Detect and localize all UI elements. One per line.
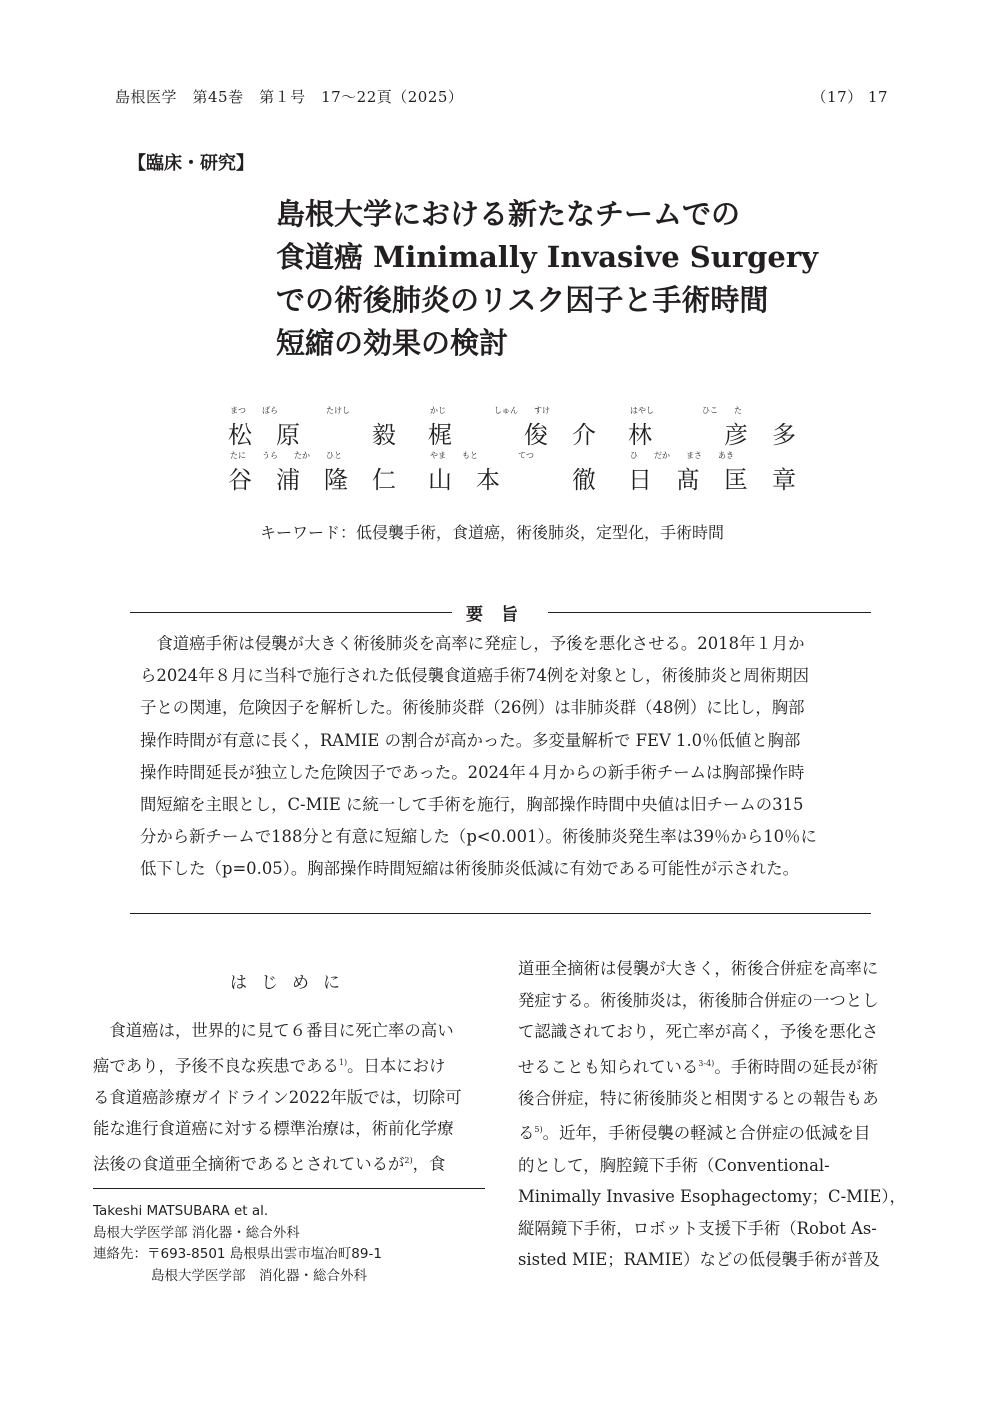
body-text: 。日本におけ [347,1056,446,1076]
author-reading: やま もと てつ [430,451,534,460]
body-line: sisted MIE；RAMIE）などの低侵襲手術が普及 [518,1250,880,1270]
body-line: 食道癌は，世界的に見て６番目に死亡率の高い [93,1021,454,1040]
author-hayashi [628,405,796,450]
footnote-contact: 連絡先：〒693-8501 島根県出雲市塩冶町89-1 [93,1246,382,1262]
body-text: る [518,1123,535,1143]
footnote [93,1201,382,1287]
abstract-line: ら2024年８月に当科で施行された低侵襲食道癌手術74例を対象とし，術後肺炎と周術期因 [140,666,810,686]
author-reading: まつ ばら たけし [230,406,350,415]
section-heading-introduction: はじめに [230,973,354,993]
abstract-rule-left [130,612,452,613]
author-reading: はやし ひこ た [630,406,742,415]
abstract-line: 子との関連，危険因子を解析した。術後肺炎群（26例）は非肺炎群（48例）に比し，胸部 [140,698,805,718]
body-line: る食道癌診療ガイドライン2022年版では，切除可 [93,1087,462,1107]
author-yamamoto [428,450,596,495]
body-column-right [518,953,913,1276]
citation: 1) [338,1057,348,1067]
author-kaji [428,405,596,450]
abstract-body [140,628,860,886]
journal-header: 島根医学 第45巻 第１号 17〜22頁（2025） [115,88,464,106]
body-text: 。手術時間の延長が術 [714,1057,879,1077]
keywords: キーワード：低侵襲手術，食道癌，術後肺炎，定型化，手術時間 [260,523,725,542]
body-line: 的として，胸腔鏡下手術（Conventional- [518,1155,830,1175]
body-line [93,1145,488,1180]
body-line: 縦隔鏡下手術，ロボット支援下手術（Robot As- [518,1218,877,1238]
author-name: 日 髙 匡 章 [628,466,796,494]
author-name: 山 本 徹 [428,466,596,494]
body-line: 後合併症，特に術後肺炎と相関するとの報告もあ [518,1088,879,1108]
footnote-rule [93,1188,485,1189]
author-reading: ひ だか まさ あき [630,451,734,460]
article-category: 【臨床・研究】 [128,153,254,174]
body-line [518,1048,913,1083]
body-text: ，食 [412,1154,446,1174]
title-line: 島根大学における新たなチームでの [276,197,741,231]
author-name: 梶 俊 介 [428,421,596,449]
abstract-rule-right [548,612,871,613]
abstract-heading: 要旨 [466,605,536,625]
body-column-left [93,1015,488,1180]
abstract-line: 間短縮を主眼とし，C-MIE に統一して手術を施行，胸部操作時間中央値は旧チームの315 [140,795,804,815]
article-title [276,193,818,365]
body-line [518,1114,913,1149]
footnote-affiliation: 島根大学医学部 消化器・総合外科 [93,1224,300,1241]
author-name: 松 原 毅 [228,421,396,449]
title-line: 短縮の効果の検討 [276,326,509,360]
author-hidaka [628,450,796,495]
abstract-line: 操作時間延長が独立した危険因子であった。2024年４月からの新手術チームは胸部操作時 [140,762,805,782]
citation: 5) [534,1125,543,1135]
body-line: 能な進行食道癌に対する標準治療は，術前化学療 [93,1119,454,1139]
abstract-bottom-rule [130,913,871,914]
citation: 2) [404,1155,413,1165]
abstract-line: 操作時間が有意に長く，RAMIE の割合が高かった。多変量解析で FEV 1.0％低値と胸部 [140,730,801,750]
body-line: 道亜全摘術は侵襲が大きく，術後合併症を高率に [518,959,879,978]
abstract-line: 分から新チームで188分と有意に短縮した（p<0.001）。術後肺炎発生率は39％から10％に [140,827,817,847]
author-reading: かじ しゅん すけ [430,406,550,415]
footnote-contact-affiliation: 島根大学医学部 消化器・総合外科 [151,1267,367,1284]
author-reading: たに うら たか ひと [230,451,342,460]
author-matsubara [228,405,396,450]
body-line: 発症する。術後肺炎は，術後肺合併症の一つとし [518,990,879,1010]
citation: 3-4) [698,1058,715,1068]
body-text: 法後の食道亜全摘術であるとされているが [93,1154,405,1174]
body-text: 癌であり，予後不良な疾患である [93,1056,339,1076]
body-line [93,1047,488,1082]
body-line: Minimally Invasive Esophagectomy；C-MIE）， [518,1187,906,1207]
title-line: での術後肺炎のリスク因子と手術時間 [276,283,769,317]
author-name: 谷 浦 隆 仁 [228,466,396,494]
abstract-line: 低下した（p=0.05）。胸部操作時間短縮は術後肺炎低減に有効である可能性が示された。 [140,859,799,879]
body-line: て認識されており，死亡率が高く，予後を悪化さ [518,1022,879,1042]
body-text: 。近年，手術侵襲の軽減と合併症の低減を目 [542,1123,871,1143]
body-text: せることも知られている [518,1057,699,1077]
author-taniura [228,450,396,495]
footnote-author: Takeshi MATSUBARA et al. [93,1203,269,1219]
abstract-line: 食道癌手術は侵襲が大きく術後肺炎を高率に発症し，予後を悪化させる。2018年１月か [140,634,805,653]
title-line: 食道癌 Minimally Invasive Surgery [276,240,818,274]
page-number: （17） 17 [811,88,888,106]
author-name: 林 彦 多 [628,421,796,449]
